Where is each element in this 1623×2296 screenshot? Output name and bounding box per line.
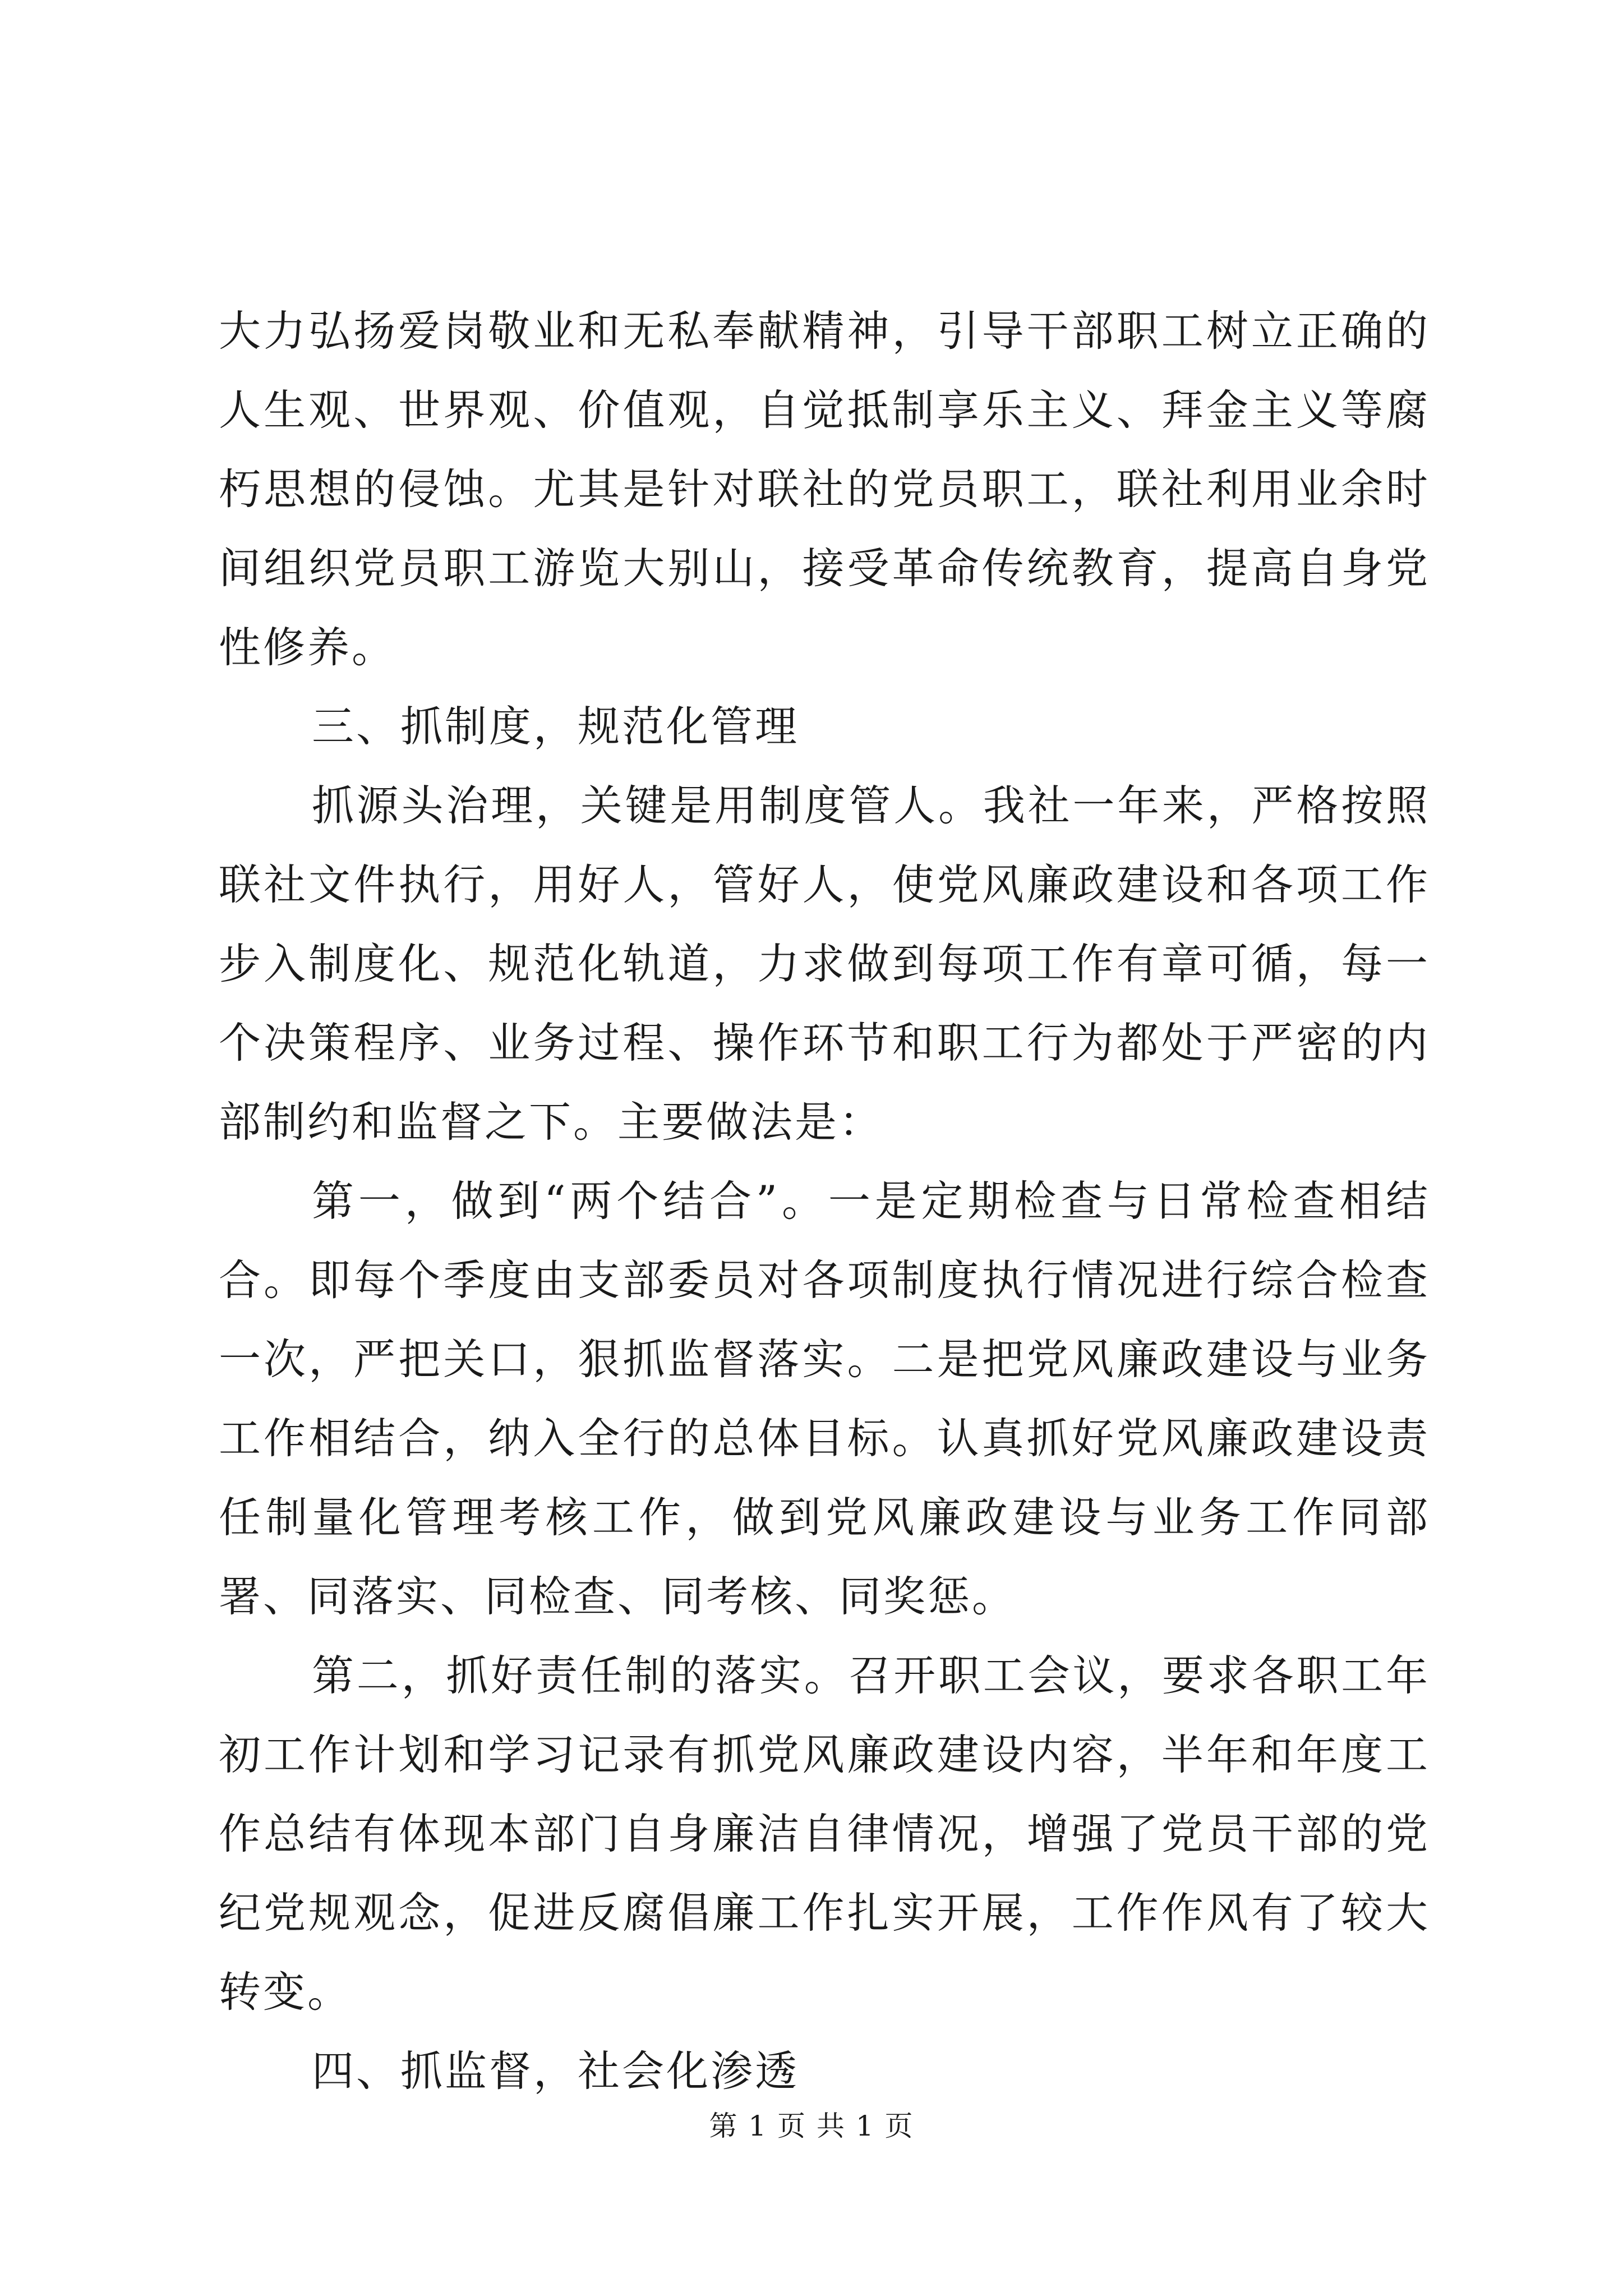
- paragraph-3: 第一，做到“两个结合”。一是定期检查与日常检查相结合。即每个季度由支部委员对各项制度执行情况进行综合检查一次，严把关口，狠抓监督落实。二是把党风廉政建设与业务工作相结合，纳入全行的总体目标。认真抓好党风廉政建设责任制量化管理考核工作，做到党风廉政建设与业务工作同部署、同落实、同检查、同考核、同奖惩。: [219, 1176, 1430, 1621]
- page-footer: 第 1 页 共 1 页: [709, 2110, 914, 2142]
- section-heading-4: 四、抓监督，社会化渗透: [312, 2046, 800, 2096]
- paragraph-4: 第二，抓好责任制的落实。召开职工会议，要求各职工年初工作计划和学习记录有抓党风廉政建设内容，半年和年度工作总结有体现本部门自身廉洁自律情况，增强了党员干部的党纪党规观念，促进反腐倡廉工作扎实开展，工作作风有了较大转变。: [219, 1651, 1430, 2017]
- section-heading-3: 三、抓制度，规范化管理: [312, 702, 800, 751]
- document-body: [219, 292, 1430, 2111]
- paragraph-2: 抓源头治理，关键是用制度管人。我社一年来，严格按照联社文件执行，用好人，管好人，使党风廉政建设和各项工作步入制度化、规范化轨道，力求做到每项工作有章可循，每一个决策程序、业务过程、操作环节和职工行为都处于严密的内部制约和监督之下。主要做法是：: [219, 781, 1430, 1147]
- paragraph-1: 大力弘扬爱岗敬业和无私奉献精神，引导干部职工树立正确的人生观、世界观、价值观，自觉抵制享乐主义、拜金主义等腐朽思想的侵蚀。尤其是针对联社的党员职工，联社利用业余时间组织党员职工游览大别山，接受革命传统教育，提高自身党性修养。: [219, 306, 1430, 672]
